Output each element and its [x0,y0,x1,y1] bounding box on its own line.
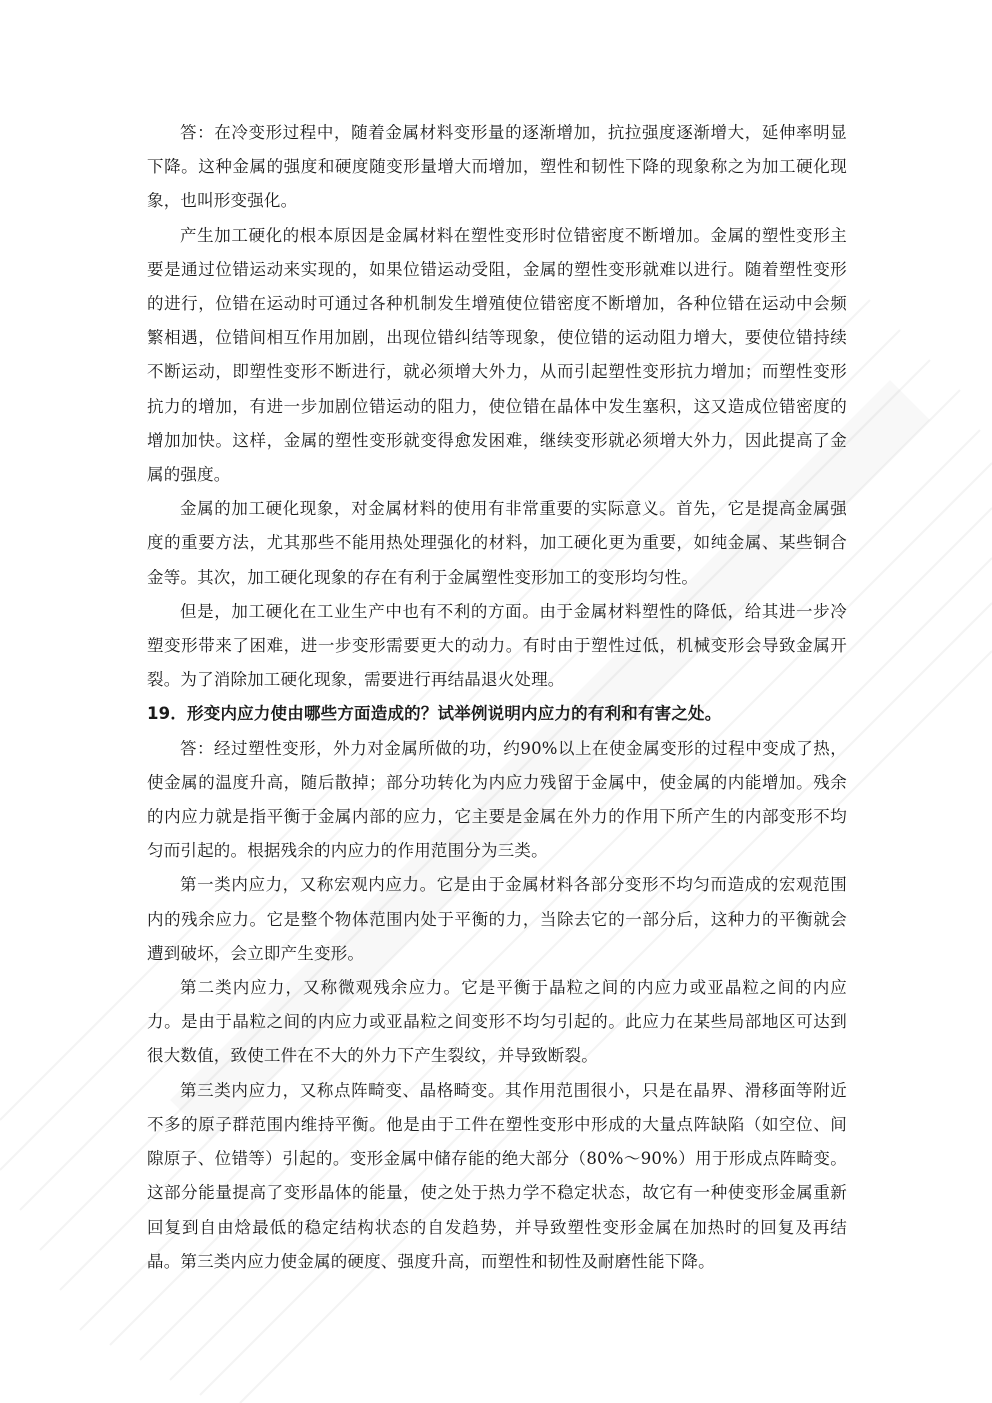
answer-18-paragraph-2: 产生加工硬化的根本原因是金属材料在塑性变形时位错密度不断增加。金属的塑性变形主要是通过位错运动来实现的，如果位错运动受阻，金属的塑性变形就难以进行。随着塑性变形的进行，位错在运动时可通过各种机制发生增殖使位错密度不断增加，各种位错在运动中会频繁相遇，位错间相互作用加剧，出现位错纠结等现象，使位错的运动阻力增大，要使位错持续不断运动，即塑性变形不断进行，就必须增大外力，从而引起塑性变形抗力增加；而塑性变形抗力的增加，有进一步加剧位错运动的阻力，使位错在晶体中发生塞积，这又造成位错密度的增加加快。这样，金属的塑性变形就变得愈发困难，继续变形就必须增大外力，因此提高了金属的强度。 [147,225,847,485]
answer-18-paragraph-3: 金属的加工硬化现象，对金属材料的使用有非常重要的实际意义。首先，它是提高金属强度的重要方法，尤其那些不能用热处理强化的材料，加工硬化更为重要，如纯金属、某些铜合金等。其次，加工硬化现象的存在有利于金属塑性变形加工的变形均匀性。 [147,499,847,587]
answer-19-paragraph-1: 答：经过塑性变形，外力对金属所做的功，约90%以上在使金属变形的过程中变成了热，使金属的温度升高，随后散掉；部分功转化为内应力残留于金属中，使金属的内能增加。残余的内应力就是指平衡于金属内部的应力，它主要是金属在外力的作用下所产生的内部变形不均匀而引起的。根据残余的内应力的作用范围分为三类。 [147,738,847,861]
answer-19-paragraph-2: 第一类内应力，又称宏观内应力。它是由于金属材料各部分变形不均匀而造成的宏观范围内的残余应力。它是整个物体范围内处于平衡的力，当除去它的一部分后，这种力的平衡就会遭到破坏，会立即产生变形。 [147,875,847,963]
answer-19-paragraph-3: 第二类内应力，又称微观残余应力。它是平衡于晶粒之间的内应力或亚晶粒之间的内应力。是由于晶粒之间的内应力或亚晶粒之间变形不均匀引起的。此应力在某些局部地区可达到很大数值，致使工件在不大的外力下产生裂纹，并导致断裂。 [147,978,847,1066]
question-19-heading: 19．形变内应力使由哪些方面造成的？试举例说明内应力的有利和有害之处。 [147,704,722,724]
document-body [147,116,847,1279]
answer-18-paragraph-1: 答：在冷变形过程中，随着金属材料变形量的逐渐增加，抗拉强度逐渐增大，延伸率明显下降。这种金属的强度和硬度随变形量增大而增加，塑性和韧性下降的现象称之为加工硬化现象，也叫形变强化。 [147,123,847,211]
answer-19-paragraph-4: 第三类内应力，又称点阵畸变、晶格畸变。其作用范围很小，只是在晶界、滑移面等附近不多的原子群范围内维持平衡。他是由于工件在塑性变形中形成的大量点阵缺陷（如空位、间隙原子、位错等）引起的。变形金属中储存能的绝大部分（80%～90%）用于形成点阵畸变。这部分能量提高了变形晶体的能量，使之处于热力学不稳定状态，故它有一种使变形金属重新回复到自由焓最低的稳定结构状态的自发趋势，并导致塑性变形金属在加热时的回复及再结晶。第三类内应力使金属的硬度、强度升高，而塑性和韧性及耐磨性能下降。 [147,1080,847,1271]
answer-18-paragraph-4: 但是，加工硬化在工业生产中也有不利的方面。由于金属材料塑性的降低，给其进一步冷塑变形带来了困难，进一步变形需要更大的动力。有时由于塑性过低，机械变形会导致金属开裂。为了消除加工硬化现象，需要进行再结晶退火处理。 [147,601,847,690]
